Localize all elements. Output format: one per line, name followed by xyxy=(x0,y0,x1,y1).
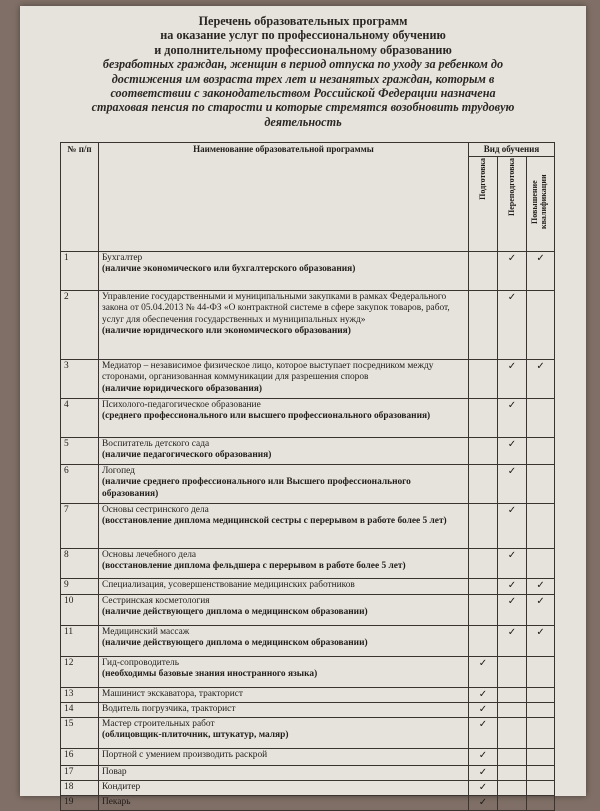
training-mark xyxy=(469,465,498,504)
retraining-mark xyxy=(498,360,527,399)
training-mark xyxy=(469,796,498,811)
program-cell xyxy=(99,796,469,811)
training-mark xyxy=(469,504,498,549)
retraining-mark xyxy=(498,549,527,579)
program-name: Управление государственными и муниципальными закупками в рамках Федерального закона от 05.04.2013 № 44-ФЗ «О контрактной системе в сфере закупок товаров, работ, услуг для обеспечения государственных и муниципальных нужд» xyxy=(102,292,450,325)
check-icon: ✓ xyxy=(478,658,488,670)
training-mark xyxy=(469,438,498,465)
table-row xyxy=(61,438,555,465)
program-cell xyxy=(99,688,469,703)
training-mark xyxy=(469,291,498,360)
program-name: Основы сестринского дела xyxy=(102,505,209,516)
table-row xyxy=(61,796,555,811)
check-icon: ✓ xyxy=(478,750,488,762)
table-row xyxy=(61,465,555,504)
program-name: Воспитатель детского сада xyxy=(102,439,210,450)
check-icon: ✓ xyxy=(507,580,517,592)
program-cell xyxy=(99,579,469,595)
program-name: Кондитер xyxy=(102,782,141,793)
check-icon: ✓ xyxy=(478,689,488,701)
retraining-mark xyxy=(498,718,527,749)
table-row xyxy=(61,595,555,626)
row-number: 5 xyxy=(61,438,99,465)
check-icon: ✓ xyxy=(507,253,517,265)
table-row xyxy=(61,399,555,438)
program-cell xyxy=(99,718,469,749)
check-icon: ✓ xyxy=(507,627,517,639)
row-number: 4 xyxy=(61,399,99,438)
document-page xyxy=(20,6,586,809)
training-mark xyxy=(469,360,498,399)
program-cell xyxy=(99,504,469,549)
table-row xyxy=(61,766,555,781)
retraining-mark xyxy=(498,781,527,796)
program-requirement: (наличие действующего диплома о медицинском образовании) xyxy=(102,638,368,649)
row-number: 12 xyxy=(61,657,99,688)
table-row xyxy=(61,749,555,766)
program-requirement: (наличие действующего диплома о медицинском образовании) xyxy=(102,607,368,618)
row-number: 14 xyxy=(61,703,99,718)
training-mark xyxy=(469,399,498,438)
program-cell xyxy=(99,465,469,504)
column-header-retraining: Переподготовка xyxy=(498,157,527,252)
program-name: Повар xyxy=(102,767,127,778)
table-row xyxy=(61,657,555,688)
retraining-mark xyxy=(498,703,527,718)
training-mark xyxy=(469,718,498,749)
check-icon: ✓ xyxy=(507,550,517,562)
training-mark xyxy=(469,595,498,626)
program-requirement: (среднего профессионального или высшего профессионального образования) xyxy=(102,411,431,422)
retraining-mark xyxy=(498,749,527,766)
program-name: Машинист экскаватора, тракторист xyxy=(102,689,243,700)
row-number: 13 xyxy=(61,688,99,703)
advanced-mark xyxy=(527,688,555,703)
check-icon: ✓ xyxy=(507,361,517,373)
retraining-mark xyxy=(498,252,527,291)
advanced-mark xyxy=(527,718,555,749)
row-number: 9 xyxy=(61,579,99,595)
programs-table xyxy=(60,142,555,811)
program-requirement: (восстановление диплома медицинской сестры с перерывом в работе более 5 лет) xyxy=(102,516,447,527)
retraining-mark xyxy=(498,796,527,811)
table-row xyxy=(61,579,555,595)
row-number: 10 xyxy=(61,595,99,626)
program-name: Медиатор – независимое физическое лицо, которое выступает посредником между сторонами, организованная коммуникации для разрешения споров xyxy=(102,361,434,383)
advanced-mark xyxy=(527,657,555,688)
row-number: 15 xyxy=(61,718,99,749)
column-header-type: Вид обучения xyxy=(469,143,555,157)
program-name: Мастер строительных работ xyxy=(102,719,215,730)
row-number: 7 xyxy=(61,504,99,549)
row-number: 17 xyxy=(61,766,99,781)
check-icon: ✓ xyxy=(536,580,545,592)
check-icon: ✓ xyxy=(507,505,517,517)
program-cell xyxy=(99,749,469,766)
program-name: Медицинский массаж xyxy=(102,627,190,638)
retraining-mark xyxy=(498,626,527,657)
subtitle-line: безработных граждан, женщин в период отпуска по уходу за ребенком до xyxy=(102,57,504,72)
check-icon: ✓ xyxy=(478,797,488,809)
check-icon: ✓ xyxy=(507,292,517,304)
row-number: 18 xyxy=(61,781,99,796)
row-number: 3 xyxy=(61,360,99,399)
program-requirement: (облицовщик-плиточник, штукатур, маляр) xyxy=(102,730,289,741)
document-header xyxy=(20,6,586,138)
retraining-mark xyxy=(498,657,527,688)
program-cell xyxy=(99,657,469,688)
training-mark xyxy=(469,781,498,796)
title-line: на оказание услуг по профессиональному обучению xyxy=(160,28,446,43)
program-cell xyxy=(99,399,469,438)
check-icon: ✓ xyxy=(478,719,488,731)
row-number: 8 xyxy=(61,549,99,579)
retraining-mark xyxy=(498,399,527,438)
program-cell xyxy=(99,360,469,399)
advanced-mark xyxy=(527,626,555,657)
table-row xyxy=(61,781,555,796)
advanced-mark xyxy=(527,291,555,360)
program-cell xyxy=(99,291,469,360)
table-row xyxy=(61,549,555,579)
program-cell xyxy=(99,595,469,626)
program-name: Бухгалтер xyxy=(102,253,143,264)
program-name: Сестринская косметология xyxy=(102,596,210,607)
advanced-mark xyxy=(527,796,555,811)
check-icon: ✓ xyxy=(536,596,545,608)
title-line: Перечень образовательных программ xyxy=(198,14,408,28)
program-name: Портной с умением производить раскрой xyxy=(102,750,268,761)
subtitle-line: страховая пенсия по старости и которые стремятся возобновить трудовую xyxy=(91,100,515,115)
retraining-mark xyxy=(498,688,527,703)
program-cell xyxy=(99,766,469,781)
advanced-mark xyxy=(527,703,555,718)
check-icon: ✓ xyxy=(536,361,545,373)
table-row xyxy=(61,252,555,291)
advanced-mark xyxy=(527,549,555,579)
check-icon: ✓ xyxy=(536,627,545,639)
program-cell xyxy=(99,781,469,796)
program-name: Психолого-педагогическое образование xyxy=(102,400,261,411)
advanced-mark xyxy=(527,360,555,399)
table-row xyxy=(61,626,555,657)
program-requirement: (наличие экономического или бухгалтерского образования) xyxy=(102,264,356,275)
program-requirement: (восстановление диплома фельдшера с перерывом в работе более 5 лет) xyxy=(102,561,406,572)
program-requirement: (наличие юридического образования) xyxy=(102,383,263,394)
subtitle-line: соответствии с законодательством Российской Федерации назначена xyxy=(110,86,496,101)
program-name: Логопед xyxy=(102,466,135,477)
training-mark xyxy=(469,549,498,579)
check-icon: ✓ xyxy=(536,253,545,265)
advanced-mark xyxy=(527,252,555,291)
row-number: 1 xyxy=(61,252,99,291)
table-row xyxy=(61,291,555,360)
program-requirement: (наличие среднего профессионального или Высшего профессионального образования) xyxy=(102,477,411,499)
column-header-training: Подготовка xyxy=(469,157,498,252)
program-cell xyxy=(99,252,469,291)
column-header-number: № п/п xyxy=(61,143,99,252)
program-cell xyxy=(99,549,469,579)
program-name: Водитель погрузчика, тракторист xyxy=(102,704,236,715)
training-mark xyxy=(469,657,498,688)
check-icon: ✓ xyxy=(478,767,488,779)
program-name: Пекарь xyxy=(102,797,131,808)
column-header-advanced: Повышение квалификации xyxy=(527,157,555,252)
table-body xyxy=(61,252,555,811)
training-mark xyxy=(469,688,498,703)
retraining-mark xyxy=(498,766,527,781)
training-mark xyxy=(469,579,498,595)
training-mark xyxy=(469,749,498,766)
subtitle-line: достижения им возраста трех лет и незанятых граждан, которым в xyxy=(111,71,495,86)
check-icon: ✓ xyxy=(478,782,488,794)
row-number: 16 xyxy=(61,749,99,766)
row-number: 2 xyxy=(61,291,99,360)
advanced-mark xyxy=(527,465,555,504)
program-requirement: (необходимы базовые знания иностранного языка) xyxy=(102,669,318,680)
advanced-mark xyxy=(527,504,555,549)
title-line: и дополнительному профессиональному образованию xyxy=(154,42,452,57)
advanced-mark xyxy=(527,766,555,781)
check-icon: ✓ xyxy=(507,439,517,451)
advanced-mark xyxy=(527,595,555,626)
row-number: 6 xyxy=(61,465,99,504)
row-number: 19 xyxy=(61,796,99,811)
table-row xyxy=(61,360,555,399)
program-requirement: (наличие юридического или экономического образования) xyxy=(102,325,351,336)
training-mark xyxy=(469,626,498,657)
advanced-mark xyxy=(527,781,555,796)
program-cell xyxy=(99,703,469,718)
table-row xyxy=(61,718,555,749)
training-mark xyxy=(469,766,498,781)
program-name: Специализация, усовершенствование медицинских работников xyxy=(102,580,355,591)
retraining-mark xyxy=(498,465,527,504)
retraining-mark xyxy=(498,595,527,626)
retraining-mark xyxy=(498,504,527,549)
check-icon: ✓ xyxy=(507,596,517,608)
column-header-name: Наименование образовательной программы xyxy=(99,143,469,252)
retraining-mark xyxy=(498,438,527,465)
program-name: Основы лечебного дела xyxy=(102,550,197,561)
row-number: 11 xyxy=(61,626,99,657)
table-row xyxy=(61,504,555,549)
subtitle-line: деятельность xyxy=(264,114,342,129)
training-mark xyxy=(469,252,498,291)
training-mark xyxy=(469,703,498,718)
advanced-mark xyxy=(527,579,555,595)
program-cell xyxy=(99,438,469,465)
program-requirement: (наличие педагогического образования) xyxy=(102,450,272,461)
advanced-mark xyxy=(527,438,555,465)
table-row xyxy=(61,703,555,718)
check-icon: ✓ xyxy=(507,466,517,478)
retraining-mark xyxy=(498,579,527,595)
retraining-mark xyxy=(498,291,527,360)
check-icon: ✓ xyxy=(507,400,517,412)
check-icon: ✓ xyxy=(478,704,488,716)
program-name: Гид-сопроводитель xyxy=(102,658,179,669)
table-row xyxy=(61,688,555,703)
advanced-mark xyxy=(527,749,555,766)
advanced-mark xyxy=(527,399,555,438)
program-cell xyxy=(99,626,469,657)
